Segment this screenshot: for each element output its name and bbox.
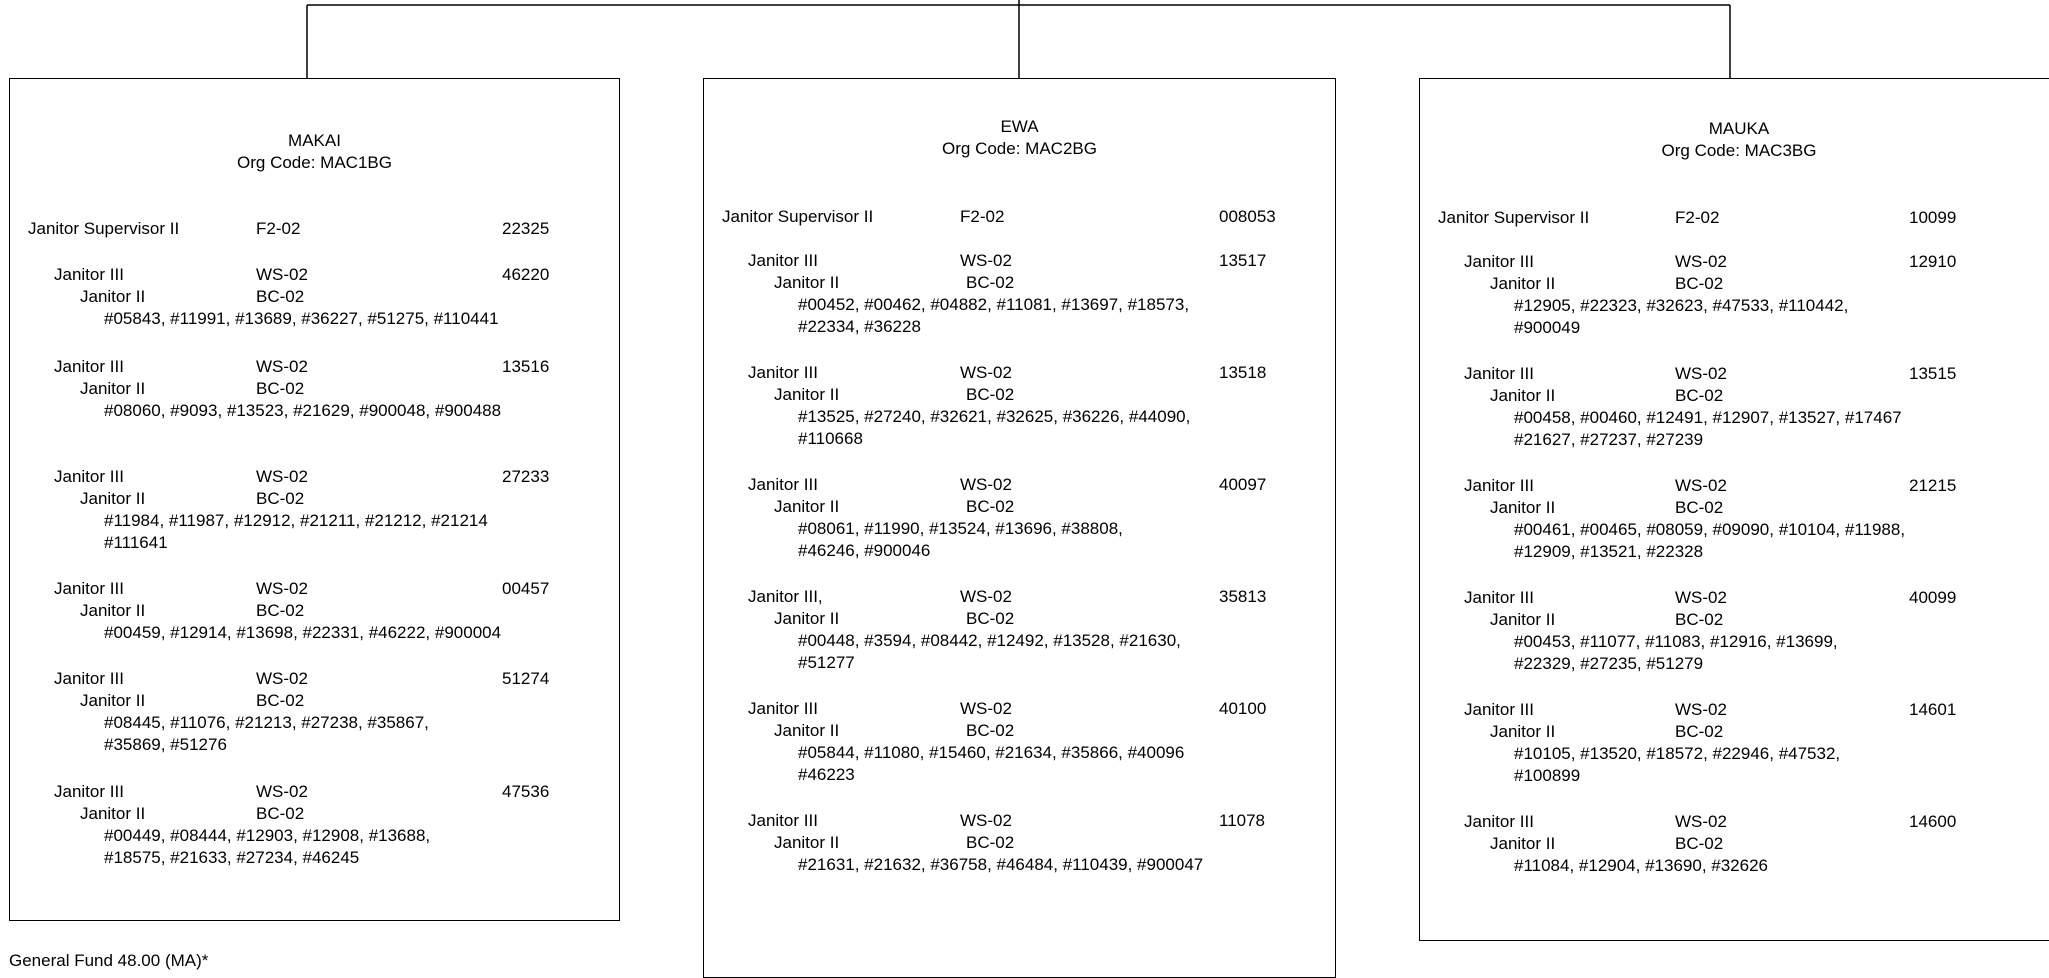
- supervisor-title: Janitor Supervisor II: [1438, 208, 1590, 227]
- lead-title: Janitor III: [1464, 588, 1534, 607]
- supervisor-grade: F2-02: [256, 219, 301, 238]
- lead-grade: WS-02: [1675, 364, 1727, 383]
- position-numbers-line: #08061, #11990, #13524, #13696, #38808,: [798, 519, 1123, 538]
- lead-position-number: 47536: [502, 782, 550, 801]
- lead-grade: WS-02: [256, 579, 308, 598]
- lead-grade: WS-02: [960, 475, 1012, 494]
- staff-title: Janitor II: [774, 721, 840, 740]
- position-numbers-line: #18575, #21633, #27234, #46245: [104, 848, 360, 867]
- lead-title: Janitor III: [748, 699, 818, 718]
- lead-grade: WS-02: [1675, 252, 1727, 271]
- lead-grade: WS-02: [960, 699, 1012, 718]
- lead-grade: WS-02: [256, 467, 308, 486]
- staff-grade: BC-02: [1675, 722, 1724, 741]
- org-unit-box-mauka: [1419, 78, 2049, 941]
- position-numbers-line: #12905, #22323, #32623, #47533, #110442,: [1514, 296, 1849, 315]
- staff-title: Janitor II: [80, 601, 146, 620]
- lead-position-number: 51274: [502, 669, 550, 688]
- lead-title: Janitor III: [1464, 252, 1534, 271]
- position-numbers-line: #22329, #27235, #51279: [1514, 654, 1704, 673]
- position-numbers-line: #00461, #00465, #08059, #09090, #10104, #11988,: [1514, 520, 1906, 539]
- staff-grade: BC-02: [256, 489, 305, 508]
- staff-grade: BC-02: [1675, 498, 1724, 517]
- supervisor-grade: F2-02: [960, 207, 1005, 226]
- lead-title: Janitor III: [54, 467, 124, 486]
- staff-grade: BC-02: [966, 721, 1015, 740]
- lead-position-number: 13515: [1909, 364, 1957, 383]
- position-numbers-line: #51277: [798, 653, 855, 672]
- lead-position-number: 14600: [1909, 812, 1957, 831]
- staff-grade: BC-02: [256, 601, 305, 620]
- org-unit-box-ewa: [703, 78, 1336, 978]
- position-numbers-line: #900049: [1514, 318, 1581, 337]
- staff-title: Janitor II: [1490, 274, 1556, 293]
- staff-title: Janitor II: [774, 833, 840, 852]
- lead-title: Janitor III,: [748, 587, 823, 606]
- position-numbers-line: #10105, #13520, #18572, #22946, #47532,: [1514, 744, 1841, 763]
- supervisor-title: Janitor Supervisor II: [28, 219, 180, 238]
- position-numbers-line: #21631, #21632, #36758, #46484, #110439, #900047: [798, 855, 1204, 874]
- lead-position-number: 13518: [1219, 363, 1267, 382]
- supervisor-position-number: 008053: [1219, 207, 1276, 226]
- staff-grade: BC-02: [256, 287, 305, 306]
- staff-title: Janitor II: [774, 385, 840, 404]
- staff-title: Janitor II: [80, 804, 146, 823]
- staff-title: Janitor II: [774, 609, 840, 628]
- position-numbers-line: #12909, #13521, #22328: [1514, 542, 1704, 561]
- position-numbers-line: #46223: [798, 765, 855, 784]
- lead-title: Janitor III: [1464, 812, 1534, 831]
- position-numbers-line: #00452, #00462, #04882, #11081, #13697, #18573,: [798, 295, 1190, 314]
- staff-grade: BC-02: [256, 379, 305, 398]
- lead-position-number: 40100: [1219, 699, 1267, 718]
- staff-grade: BC-02: [966, 609, 1015, 628]
- staff-grade: BC-02: [1675, 274, 1724, 293]
- lead-grade: WS-02: [256, 669, 308, 688]
- supervisor-position-number: 22325: [502, 219, 550, 238]
- supervisor-title: Janitor Supervisor II: [722, 207, 874, 226]
- lead-grade: WS-02: [960, 811, 1012, 830]
- lead-position-number: 12910: [1909, 252, 1957, 271]
- position-numbers-line: #110668: [798, 429, 863, 448]
- lead-title: Janitor III: [54, 357, 124, 376]
- staff-grade: BC-02: [966, 273, 1015, 292]
- staff-grade: BC-02: [1675, 610, 1724, 629]
- lead-position-number: 14601: [1909, 700, 1957, 719]
- lead-position-number: 21215: [1909, 476, 1957, 495]
- staff-title: Janitor II: [80, 287, 146, 306]
- staff-title: Janitor II: [774, 273, 840, 292]
- unit-name: MAKAI: [288, 131, 341, 150]
- position-numbers-line: #00449, #08444, #12903, #12908, #13688,: [104, 826, 431, 845]
- lead-grade: WS-02: [256, 782, 308, 801]
- position-numbers-line: #11984, #11987, #12912, #21211, #21212, #21214: [104, 511, 488, 530]
- org-unit-box-makai: [9, 78, 620, 921]
- staff-title: Janitor II: [774, 497, 840, 516]
- lead-grade: WS-02: [1675, 476, 1727, 495]
- position-numbers-line: #00453, #11077, #11083, #12916, #13699,: [1514, 632, 1838, 651]
- lead-grade: WS-02: [256, 265, 308, 284]
- lead-grade: WS-02: [1675, 700, 1727, 719]
- staff-title: Janitor II: [1490, 722, 1556, 741]
- lead-position-number: 40099: [1909, 588, 1957, 607]
- lead-title: Janitor III: [748, 475, 818, 494]
- lead-title: Janitor III: [1464, 476, 1534, 495]
- staff-title: Janitor II: [1490, 498, 1556, 517]
- unit-name: MAUKA: [1708, 119, 1770, 138]
- lead-title: Janitor III: [1464, 364, 1534, 383]
- staff-title: Janitor II: [1490, 834, 1556, 853]
- position-numbers-line: #35869, #51276: [104, 735, 227, 754]
- lead-title: Janitor III: [54, 782, 124, 801]
- lead-title: Janitor III: [54, 265, 124, 284]
- lead-title: Janitor III: [54, 669, 124, 688]
- lead-grade: WS-02: [1675, 812, 1727, 831]
- position-numbers-line: #11084, #12904, #13690, #32626: [1514, 856, 1768, 875]
- lead-position-number: 35813: [1219, 587, 1267, 606]
- position-numbers-line: #00448, #3594, #08442, #12492, #13528, #21630,: [798, 631, 1181, 650]
- lead-position-number: 13516: [502, 357, 550, 376]
- supervisor-grade: F2-02: [1675, 208, 1720, 227]
- lead-position-number: 13517: [1219, 251, 1267, 270]
- position-numbers-line: #100899: [1514, 766, 1581, 785]
- staff-grade: BC-02: [966, 385, 1015, 404]
- position-numbers-line: #00459, #12914, #13698, #22331, #46222, #900004: [104, 623, 502, 642]
- lead-grade: WS-02: [960, 251, 1012, 270]
- position-numbers-line: #05844, #11080, #15460, #21634, #35866, #40096: [798, 743, 1185, 762]
- position-numbers-line: #08060, #9093, #13523, #21629, #900048, #900488: [104, 401, 502, 420]
- unit-name: EWA: [1000, 117, 1039, 136]
- staff-title: Janitor II: [80, 691, 146, 710]
- position-numbers-line: #05843, #11991, #13689, #36227, #51275, #110441: [104, 309, 499, 328]
- org-code: Org Code: MAC1BG: [237, 153, 392, 172]
- position-numbers-line: #46246, #900046: [798, 541, 931, 560]
- lead-title: Janitor III: [748, 251, 818, 270]
- staff-grade: BC-02: [256, 804, 305, 823]
- staff-grade: BC-02: [966, 833, 1015, 852]
- lead-grade: WS-02: [960, 363, 1012, 382]
- lead-title: Janitor III: [748, 811, 818, 830]
- lead-position-number: 00457: [502, 579, 550, 598]
- lead-grade: WS-02: [1675, 588, 1727, 607]
- lead-title: Janitor III: [1464, 700, 1534, 719]
- staff-grade: BC-02: [1675, 834, 1724, 853]
- lead-grade: WS-02: [256, 357, 308, 376]
- staff-grade: BC-02: [1675, 386, 1724, 405]
- lead-position-number: 11078: [1219, 811, 1266, 830]
- staff-grade: BC-02: [256, 691, 305, 710]
- org-code: Org Code: MAC3BG: [1661, 141, 1817, 160]
- position-numbers-line: #22334, #36228: [798, 317, 921, 336]
- staff-title: Janitor II: [80, 489, 146, 508]
- lead-position-number: 40097: [1219, 475, 1267, 494]
- position-numbers-line: #111641: [104, 533, 168, 552]
- position-numbers-line: #13525, #27240, #32621, #32625, #36226, #44090,: [798, 407, 1191, 426]
- lead-position-number: 27233: [502, 467, 550, 486]
- lead-title: Janitor III: [748, 363, 818, 382]
- lead-grade: WS-02: [960, 587, 1012, 606]
- staff-title: Janitor II: [80, 379, 146, 398]
- position-numbers-line: #00458, #00460, #12491, #12907, #13527, #17467: [1514, 408, 1902, 427]
- position-numbers-line: #21627, #27237, #27239: [1514, 430, 1704, 449]
- org-code: Org Code: MAC2BG: [942, 139, 1097, 158]
- staff-title: Janitor II: [1490, 610, 1556, 629]
- supervisor-position-number: 10099: [1909, 208, 1957, 227]
- staff-grade: BC-02: [966, 497, 1015, 516]
- lead-position-number: 46220: [502, 265, 550, 284]
- funding-footnote: General Fund 48.00 (MA)*: [9, 951, 209, 970]
- lead-title: Janitor III: [54, 579, 124, 598]
- position-numbers-line: #08445, #11076, #21213, #27238, #35867,: [104, 713, 429, 732]
- staff-title: Janitor II: [1490, 386, 1556, 405]
